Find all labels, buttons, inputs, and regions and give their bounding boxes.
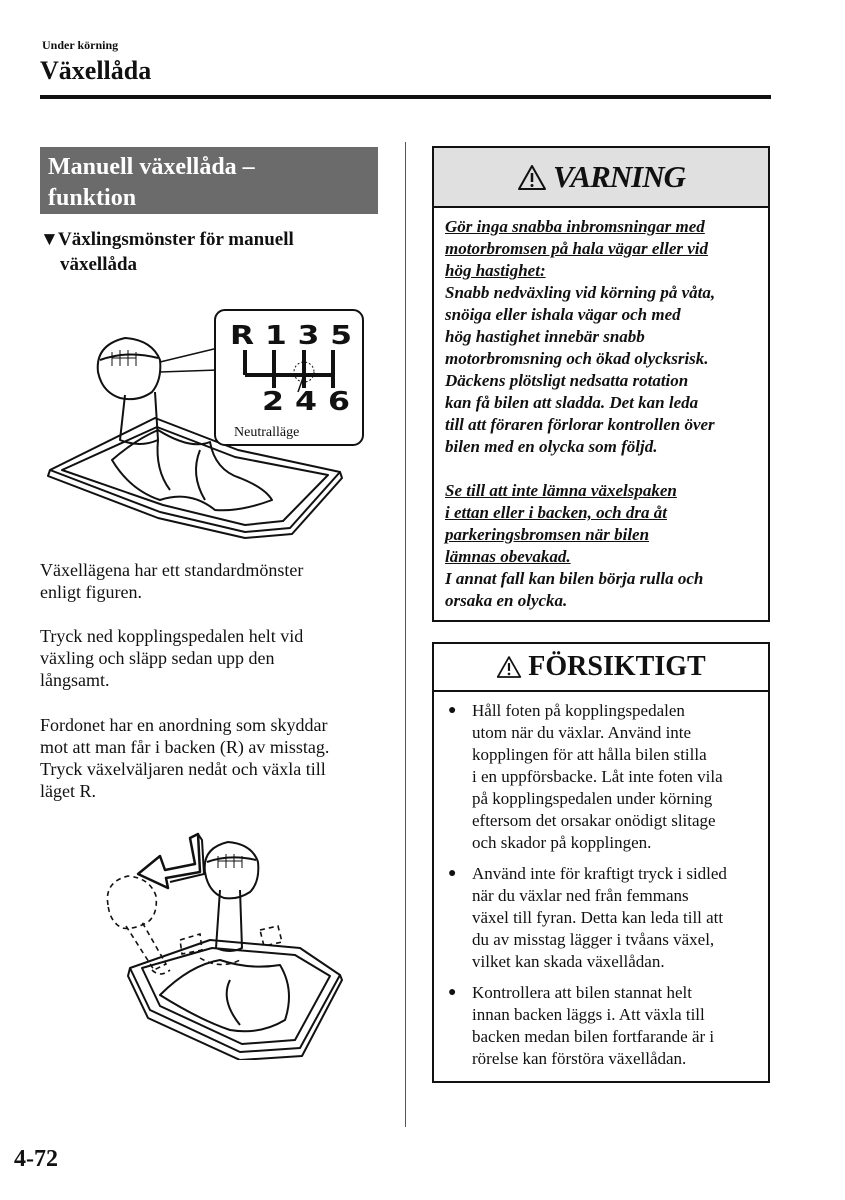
caution-line: kopplingen för att hålla bilen stilla — [472, 745, 707, 764]
warning-line: orsaka en olycka. — [445, 591, 568, 610]
warning-underlined-line: motorbromsen på hala vägar eller vid — [445, 239, 709, 258]
warning-underlined-line: Se till att inte lämna växelspaken — [445, 481, 677, 500]
caution-line: Håll foten på kopplingspedalen — [472, 701, 685, 720]
warning-body — [434, 208, 768, 612]
paragraph-3-line: Fordonet har en anordning som skyddar — [40, 715, 328, 735]
caution-title: FÖRSIKTIGT — [528, 651, 706, 682]
gear-top-row: R 1 3 5 — [230, 321, 352, 351]
paragraph-1-line: Växellägena har ett standardmönster — [40, 560, 304, 580]
paragraph-3-line: mot att man får i backen (R) av misstag. — [40, 737, 330, 757]
warning-underlined-line: parkeringsbromsen när bilen — [445, 525, 650, 544]
section-heading-box — [40, 147, 378, 214]
page-number: 4-72 — [14, 1146, 58, 1172]
warning-line: till att föraren förlorar kontrollen över — [445, 415, 715, 434]
neutral-label: Neutralläge — [234, 425, 300, 440]
caution-header — [434, 644, 768, 692]
warning-line: Däckens plötsligt nedsatta rotation — [445, 371, 689, 390]
shifter-knob — [205, 842, 259, 898]
paragraph-2-line: långsamt. — [40, 670, 110, 690]
warning-underlined-line: hög hastighet: — [445, 261, 546, 280]
warning-line: hög hastighet innebär snabb — [445, 327, 645, 346]
caution-line: backen medan bilen fortfarande är i — [472, 1027, 715, 1046]
section-heading-line-2: funktion — [48, 185, 137, 211]
warning-line: Snabb nedväxling vid körning på våta, — [445, 283, 716, 302]
bullet-dot-icon: ● — [448, 985, 457, 1000]
caution-line: du av misstag lägger i tvåans växel, — [472, 930, 715, 949]
title-rule — [40, 95, 771, 99]
caution-line: utom när du växlar. Använd inte — [472, 723, 692, 742]
warning-underlined-line: i ettan eller i backen, och dra åt — [445, 503, 667, 522]
section-heading-line-1: Manuell växellåda – — [48, 154, 255, 180]
caution-line: och skador på kopplingen. — [472, 833, 652, 852]
caution-line: i en uppförsbacke. Låt inte foten vila — [472, 767, 723, 786]
subheading-line-1: Växlingsmönster för manuell — [58, 229, 294, 250]
paragraph-2-line: växling och släpp sedan upp den — [40, 648, 275, 668]
paragraph-3-line: Tryck växelväljaren nedåt och växla till — [40, 759, 326, 779]
caution-line: rörelse kan förstöra växellådan. — [472, 1049, 687, 1068]
paragraph-2 — [40, 625, 380, 691]
paragraph-3 — [40, 714, 380, 802]
caution-line: när du växlar ned från femmans — [472, 886, 689, 905]
column-divider — [405, 142, 406, 1127]
warning-line: I annat fall kan bilen börja rulla och — [445, 569, 704, 588]
section-label: Under körning — [42, 38, 119, 52]
caution-line: vilket kan skada växellådan. — [472, 952, 665, 971]
warning-box — [432, 146, 770, 622]
shift-pattern-figure — [40, 300, 370, 540]
warning-line: snöiga eller ishala vägar och med — [445, 305, 681, 324]
subheading-line-2: växellåda — [60, 254, 138, 275]
paragraph-1-line: enligt figuren. — [40, 582, 142, 602]
gear-bottom-row: 2 4 6 — [262, 387, 350, 417]
warning-triangle-icon — [517, 164, 547, 191]
warning-underlined-line: Gör inga snabba inbromsningar med — [445, 217, 705, 236]
caution-bullet — [444, 863, 758, 973]
reverse-gear-figure — [90, 830, 350, 1060]
warning-line: bilen med en olycka som följd. — [445, 437, 658, 456]
warning-line: motorbromsning och ökad olycksrisk. — [445, 349, 709, 368]
paragraph-1 — [40, 559, 380, 603]
caution-bullet — [444, 982, 758, 1070]
caution-line: Använd inte för kraftigt tryck i sidled — [472, 864, 727, 883]
paragraph-3-line: läget R. — [40, 781, 96, 801]
triangle-down-icon: ▼ — [40, 229, 59, 250]
push-arrow-icon — [138, 834, 200, 888]
caution-box — [432, 642, 770, 1083]
caution-triangle-icon — [496, 655, 522, 679]
caution-line: på kopplingspedalen under körning — [472, 789, 713, 808]
caution-line: växel till fyran. Detta kan leda till att — [472, 908, 724, 927]
shifter-knob — [98, 338, 161, 399]
warning-title: VARNING — [553, 159, 685, 194]
caution-line: innan backen läggs i. Att växla till — [472, 1005, 705, 1024]
caution-body — [434, 692, 768, 1070]
paragraph-2-line: Tryck ned kopplingspedalen helt vid — [40, 626, 304, 646]
caution-bullet — [444, 700, 758, 854]
bullet-dot-icon: ● — [448, 866, 457, 881]
caution-line: Kontrollera att bilen stannat helt — [472, 983, 692, 1002]
caution-line: eftersom det orsakar onödigt slitage — [472, 811, 716, 830]
bullet-dot-icon: ● — [448, 703, 457, 718]
warning-header — [434, 148, 768, 208]
warning-underlined-line: lämnas obevakad. — [445, 547, 571, 566]
subheading — [40, 227, 370, 277]
warning-line: kan få bilen att sladda. Det kan leda — [445, 393, 699, 412]
page-title: Växellåda — [40, 56, 152, 85]
